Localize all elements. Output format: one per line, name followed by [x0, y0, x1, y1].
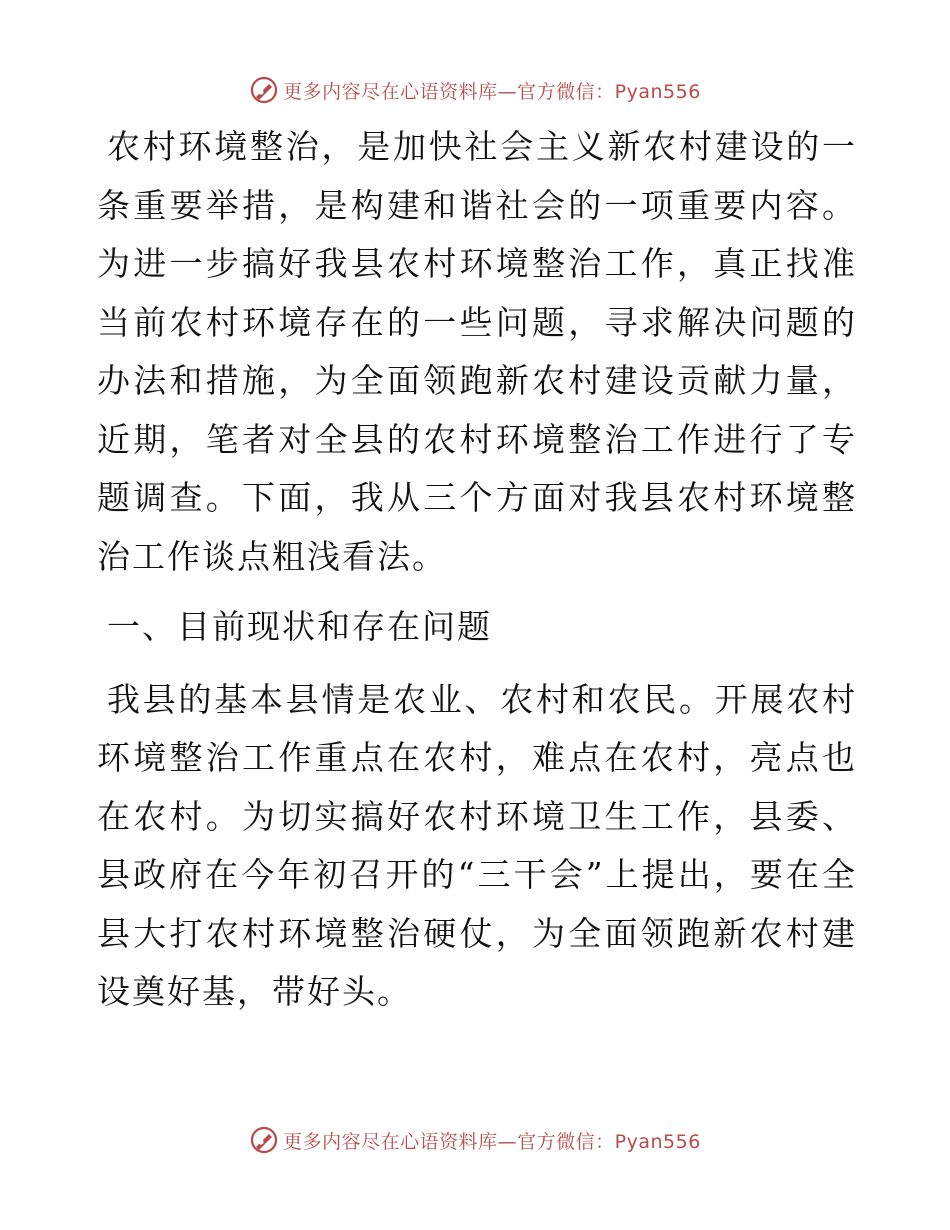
- pen-circle-logo-icon: [249, 1125, 279, 1155]
- document-body: [97, 118, 857, 1022]
- section-heading: 一、目前现状和存在问题: [107, 607, 492, 646]
- pen-circle-logo-icon: [249, 75, 279, 105]
- header-banner: [0, 70, 950, 110]
- header-banner-text: 更多内容尽在心语资料库—官方微信：Pyan556: [283, 80, 701, 103]
- paragraph-status: 我县的基本县情是农业、农村和农民。开展农村环境整治工作重点在农村，难点在农村，亮点也在农村。为切实搞好农村环境卫生工作，县委、县政府在今年初召开的“三干会”上提出，要在全县大打农村环境整治硬仗，为全面领跑新农村建设奠好基，带好头。: [97, 679, 857, 1011]
- footer-banner: [0, 1120, 950, 1160]
- footer-banner-text: 更多内容尽在心语资料库—官方微信：Pyan556: [283, 1130, 701, 1153]
- paragraph-intro: 农村环境整治，是加快社会主义新农村建设的一条重要举措，是构建和谐社会的一项重要内容。为进一步搞好我县农村环境整治工作，真正找准当前农村环境存在的一些问题，寻求解决问题的办法和措施，为全面领跑新农村建设贡献力量，近期，笔者对全县的农村环境整治工作进行了专题调查。下面，我从三个方面对我县农村环境整治工作谈点粗浅看法。: [97, 127, 857, 576]
